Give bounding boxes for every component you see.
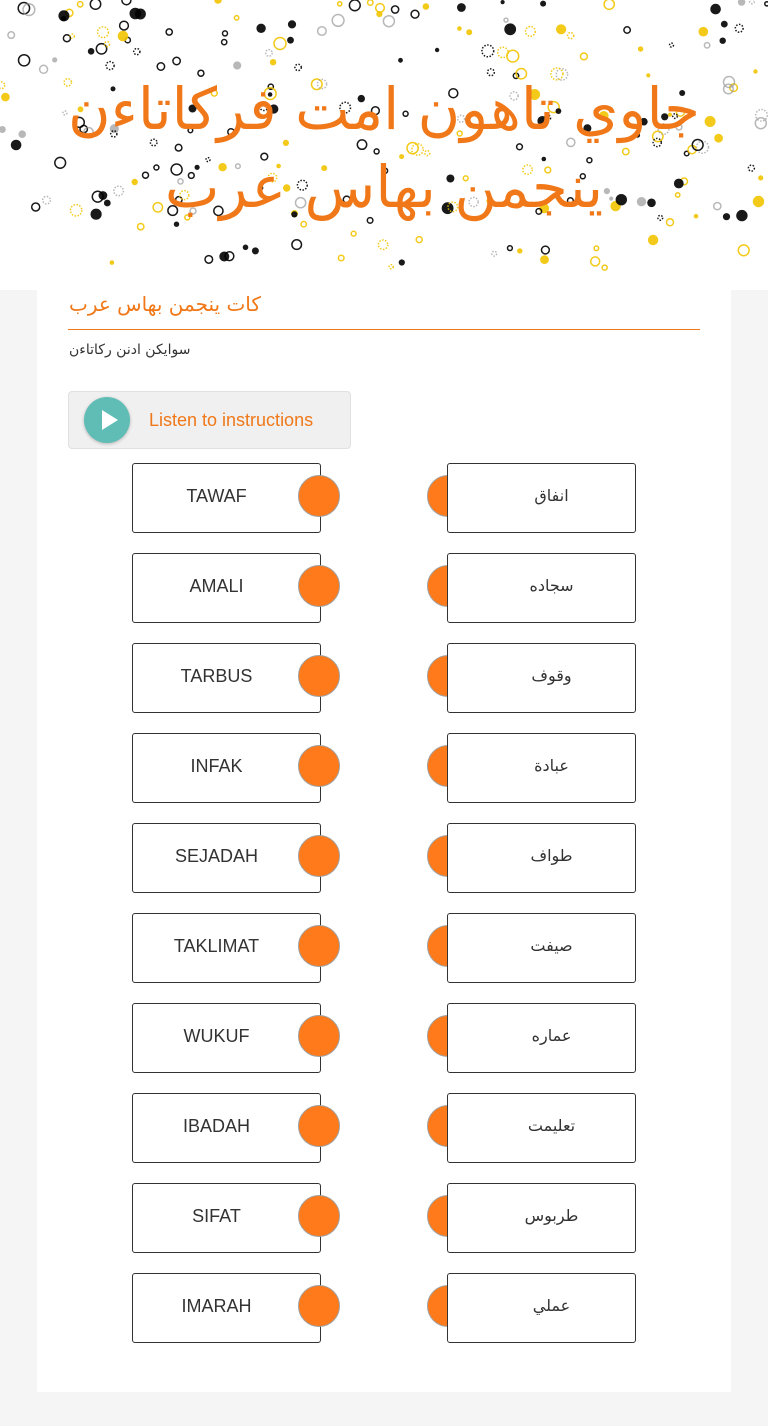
confetti-dot	[526, 27, 536, 37]
left-word-text: IBADAH	[182, 1116, 251, 1136]
left-word-text: TAWAF	[186, 486, 247, 506]
right-word-box[interactable]	[447, 733, 636, 803]
confetti-dot	[351, 231, 356, 236]
left-connector-dot[interactable]	[298, 1285, 340, 1327]
confetti-dot	[349, 0, 360, 11]
confetti-dot	[222, 40, 227, 45]
confetti-dot	[753, 69, 757, 73]
confetti-dot	[98, 27, 109, 38]
confetti-dot	[756, 110, 768, 122]
confetti-dot	[338, 255, 344, 261]
right-word-text: طواف	[530, 846, 573, 865]
right-word-box[interactable]	[447, 553, 636, 623]
confetti-dot	[11, 140, 22, 151]
confetti-dot	[604, 0, 614, 9]
right-word-box[interactable]	[447, 463, 636, 533]
left-word-box[interactable]	[132, 1273, 321, 1343]
right-word-box[interactable]	[447, 1093, 636, 1163]
confetti-dot	[256, 24, 265, 33]
confetti-dot	[670, 43, 674, 47]
match-row	[37, 1273, 731, 1343]
left-word-box[interactable]	[132, 913, 321, 983]
match-row	[37, 553, 731, 623]
confetti-dot	[748, 165, 754, 171]
left-connector-dot[interactable]	[298, 565, 340, 607]
confetti-dot	[648, 235, 658, 245]
confetti-dot	[638, 46, 643, 51]
confetti-dot	[120, 21, 129, 30]
play-icon[interactable]	[84, 397, 130, 443]
right-word-text: انفاق	[534, 486, 569, 505]
match-row	[37, 1003, 731, 1073]
confetti-dot	[540, 255, 549, 264]
confetti-dot	[205, 256, 213, 264]
confetti-dot	[219, 252, 229, 262]
left-word-text: WUKUF	[183, 1026, 250, 1046]
confetti-dot	[392, 6, 399, 13]
match-row	[37, 913, 731, 983]
confetti-dot	[122, 0, 131, 5]
confetti-dot	[492, 251, 497, 256]
confetti-dot	[435, 48, 439, 52]
confetti-dot	[753, 196, 764, 207]
match-row	[37, 733, 731, 803]
match-row	[37, 1093, 731, 1163]
confetti-dot	[423, 3, 430, 10]
listen-instructions-button[interactable]	[68, 391, 351, 449]
left-word-box[interactable]	[132, 1183, 321, 1253]
confetti-dot	[118, 31, 129, 42]
right-word-text: وقوف	[531, 666, 572, 685]
confetti-dot	[110, 260, 115, 265]
confetti-dot	[556, 24, 566, 34]
confetti-dot	[507, 50, 519, 62]
right-word-text: سجاده	[529, 576, 574, 595]
confetti-dot	[243, 245, 249, 251]
left-word-box[interactable]	[132, 463, 321, 533]
right-word-box[interactable]	[447, 1003, 636, 1073]
right-word-box[interactable]	[447, 913, 636, 983]
confetti-dot	[135, 9, 146, 20]
confetti-dot	[602, 265, 607, 270]
confetti-dot	[736, 210, 747, 221]
confetti-dot	[288, 20, 296, 28]
worksheet-banner-title: جاوي تاهون امت فركاتاءن ينجمن بهاس عرب	[67, 75, 701, 221]
confetti-dot	[166, 29, 172, 35]
right-word-text: طربوس	[524, 1206, 579, 1225]
confetti-dot	[482, 45, 494, 57]
left-word-box[interactable]	[132, 643, 321, 713]
confetti-dot	[721, 21, 728, 28]
left-word-text: SEJADAH	[174, 846, 259, 866]
confetti-dot	[63, 35, 70, 42]
confetti-dot	[378, 240, 387, 249]
confetti-dot	[738, 0, 745, 6]
left-connector-dot[interactable]	[298, 1015, 340, 1057]
confetti-dot	[720, 38, 726, 44]
confetti-dot	[508, 246, 513, 251]
confetti-dot	[504, 18, 508, 22]
confetti-dot	[416, 237, 422, 243]
confetti-dot	[517, 248, 522, 253]
left-connector-dot[interactable]	[298, 475, 340, 517]
confetti-dot	[591, 257, 600, 266]
confetti-dot	[399, 259, 405, 265]
confetti-dot	[18, 130, 26, 138]
left-word-text: TARBUS	[180, 666, 253, 686]
confetti-dot	[0, 126, 6, 133]
left-connector-dot[interactable]	[298, 835, 340, 877]
left-connector-dot[interactable]	[298, 745, 340, 787]
right-word-text: عملي	[532, 1296, 571, 1315]
confetti-dot	[52, 57, 57, 62]
left-connector-dot[interactable]	[298, 1195, 340, 1237]
right-word-text: عماره	[531, 1026, 572, 1045]
confetti-dot	[32, 203, 40, 211]
right-word-box[interactable]	[447, 1183, 636, 1253]
left-word-text: INFAK	[190, 756, 243, 776]
confetti-dot	[710, 4, 721, 15]
header-banner	[0, 0, 768, 290]
confetti-dot	[594, 246, 599, 251]
confetti-dot	[134, 49, 140, 55]
confetti-dot	[266, 50, 273, 57]
confetti-dot	[223, 31, 228, 36]
instruction-text: سوايكن ادنن ركاتاءن	[69, 342, 191, 358]
confetti-dot	[504, 23, 516, 35]
match-row	[37, 643, 731, 713]
confetti-dot	[88, 48, 95, 55]
confetti-dot	[501, 0, 505, 4]
left-word-text: TAKLIMAT	[173, 936, 260, 956]
confetti-dot	[332, 15, 344, 27]
confetti-dot	[58, 10, 69, 21]
confetti-dot	[368, 0, 373, 5]
confetti-dot	[457, 3, 466, 12]
confetti-dot	[274, 38, 286, 50]
confetti-dot	[376, 4, 385, 13]
confetti-dot	[70, 34, 74, 38]
match-row	[37, 1183, 731, 1253]
confetti-dot	[624, 27, 630, 33]
left-word-box[interactable]	[132, 553, 321, 623]
confetti-dot	[252, 247, 259, 254]
confetti-dot	[704, 43, 709, 48]
left-word-box[interactable]	[132, 1003, 321, 1073]
confetti-dot	[542, 246, 550, 254]
confetti-dot	[758, 175, 763, 180]
confetti-dot	[389, 265, 393, 269]
right-word-box[interactable]	[447, 643, 636, 713]
right-word-text: عبادة	[534, 756, 569, 775]
confetti-dot	[287, 37, 294, 44]
left-word-text: AMALI	[189, 576, 244, 596]
confetti-dot	[90, 0, 100, 9]
confetti-dot	[8, 32, 15, 39]
confetti-dot	[738, 245, 749, 256]
confetti-dot	[735, 24, 743, 32]
confetti-dot	[750, 0, 755, 4]
confetti-dot	[755, 118, 766, 129]
confetti-dot	[0, 82, 5, 89]
confetti-dot	[581, 53, 588, 60]
confetti-dot	[568, 33, 574, 39]
confetti-dot	[466, 29, 472, 35]
confetti-dot	[214, 0, 222, 4]
worksheet-card	[37, 290, 731, 1392]
right-word-text: صيفت	[530, 936, 573, 955]
confetti-dot	[19, 55, 30, 66]
left-word-text: SIFAT	[192, 1206, 241, 1226]
title-divider	[68, 329, 700, 330]
right-word-text: تعليمت	[527, 1116, 576, 1135]
confetti-dot	[106, 62, 114, 70]
confetti-dot	[1, 93, 10, 102]
confetti-dot	[411, 10, 419, 18]
right-word-box[interactable]	[447, 1273, 636, 1343]
confetti-dot	[383, 16, 394, 27]
confetti-dot	[292, 240, 302, 250]
right-word-box[interactable]	[447, 823, 636, 893]
confetti-dot	[270, 59, 276, 65]
confetti-dot	[173, 57, 180, 64]
confetti-dot	[338, 2, 342, 6]
worksheet-title: كات ينجمن بهاس عرب	[69, 292, 261, 316]
confetti-dot	[78, 2, 83, 7]
left-word-box[interactable]	[132, 1093, 321, 1163]
left-connector-dot[interactable]	[298, 1105, 340, 1147]
confetti-dot	[234, 16, 238, 20]
listen-instructions-label: Listen to instructions	[149, 410, 314, 430]
left-connector-dot[interactable]	[298, 925, 340, 967]
match-row	[37, 463, 731, 533]
left-word-box[interactable]	[132, 823, 321, 893]
confetti-dot	[457, 26, 462, 31]
left-word-text: IMARAH	[181, 1296, 252, 1316]
left-connector-dot[interactable]	[298, 655, 340, 697]
confetti-dot	[540, 1, 546, 7]
left-word-box[interactable]	[132, 733, 321, 803]
confetti-dot	[398, 58, 403, 63]
confetti-dot	[318, 27, 327, 36]
confetti-dot	[699, 27, 709, 37]
match-row	[37, 823, 731, 893]
confetti-dot	[233, 61, 241, 69]
